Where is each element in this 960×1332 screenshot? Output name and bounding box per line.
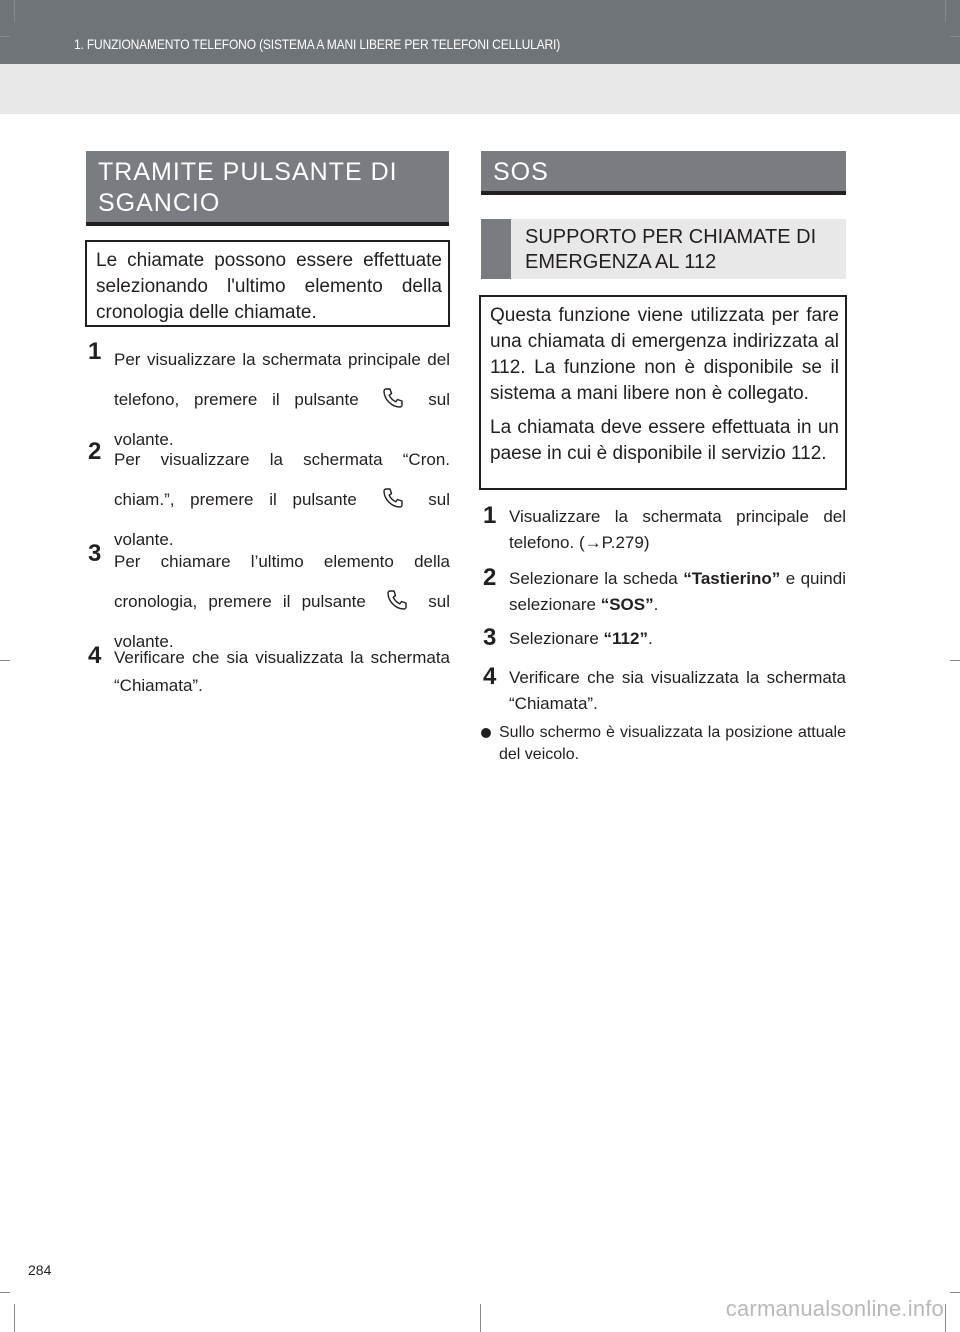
- step-text-after: .: [653, 595, 659, 614]
- step-text-before: Per chiamare l’ultimo elemento della cronologia, premere il pulsante: [114, 552, 450, 611]
- step-3-right: [483, 626, 846, 652]
- bullet-icon: [481, 728, 491, 738]
- page-header: [0, 0, 960, 114]
- phone-handset-icon: [381, 486, 405, 510]
- step-number: 3: [88, 540, 102, 567]
- crop-mark: [945, 1304, 946, 1332]
- step-text-bold: “112”: [603, 629, 648, 648]
- intro-box-right: [479, 295, 847, 490]
- phone-handset-icon: [381, 386, 405, 410]
- crop-mark: [945, 0, 946, 22]
- subsection-accent-bar: [481, 219, 511, 279]
- section-title-line2: SGANCIO: [98, 189, 221, 217]
- step-text-middle: e quindi selezionare: [509, 569, 846, 614]
- watermark: carmanualsonline.info: [725, 1296, 944, 1321]
- step-text-before: Per visualizzare la schermata principale del telefono, premere il pulsante: [114, 350, 450, 409]
- step-2-right: [483, 566, 846, 618]
- crop-mark: [14, 0, 15, 22]
- crop-mark: [950, 36, 960, 37]
- intro-paragraph-1: Questa funzione viene utilizzata per fare una chiamata di emergenza indirizzata al 112. La funzione non è disponibile se il sistema a mani libere non è collegato.: [490, 305, 839, 404]
- step-text-bold: “SOS”: [600, 595, 654, 614]
- step-text-after: sul volante.: [114, 390, 450, 449]
- step-text-before: Selezionare: [509, 629, 599, 648]
- crop-mark: [950, 1292, 960, 1293]
- step-text: [509, 626, 653, 652]
- step-text-after: sul volante.: [114, 490, 450, 549]
- step-number: 3: [483, 624, 497, 651]
- step-text: [509, 566, 846, 618]
- step-text: Visualizzare la schermata principale del telefono. (→P.279): [509, 507, 846, 552]
- step-text-before: Selezionare la scheda: [509, 569, 678, 588]
- step-number: 1: [483, 502, 497, 529]
- step-text-after: .: [647, 629, 653, 648]
- step-text-after: sul volante.: [114, 592, 451, 651]
- step-1-right: [483, 504, 846, 556]
- section-title-sos: [481, 151, 846, 195]
- step-text-bold: “Tastierino”: [683, 569, 781, 588]
- crop-mark: [0, 1292, 10, 1293]
- header-title: 1. FUNZIONAMENTO TELEFONO (SISTEMA A MANI LIBERE PER TELEFONI CELLULARI): [74, 36, 561, 52]
- intro-text: Le chiamate possono essere effettuate selezionando l'ultimo elemento della cronologia delle chiamate.: [96, 250, 442, 323]
- step-number: 1: [88, 338, 102, 365]
- note-bullet: [481, 722, 846, 766]
- subsection-title: SUPPORTO PER CHIAMATE DI EMERGENZA AL 112: [525, 226, 817, 273]
- crop-mark: [0, 36, 10, 37]
- intro-box-left: [85, 240, 450, 327]
- section-title-sgancio: [86, 151, 449, 226]
- crop-mark: [480, 1304, 481, 1332]
- step-4-right: [483, 665, 846, 717]
- crop-mark: [0, 660, 10, 661]
- phone-handset-icon: [385, 588, 409, 612]
- section-title-line1: TRAMITE PULSANTE DI: [98, 158, 398, 186]
- step-text: Verificare che sia visualizzata la schermata “Chiamata”.: [114, 648, 450, 695]
- step-number: 2: [88, 438, 102, 465]
- step-number: 2: [483, 564, 497, 591]
- step-text: Verificare che sia visualizzata la schermata “Chiamata”.: [509, 668, 846, 713]
- step-number: 4: [483, 663, 497, 690]
- page-number: 284: [28, 1262, 52, 1278]
- step-number: 4: [88, 642, 102, 669]
- intro-paragraph-2: La chiamata deve essere effettuata in un paese in cui è disponibile il servizio 112.: [490, 417, 839, 464]
- header-band: [0, 0, 960, 64]
- crop-mark: [14, 1304, 15, 1332]
- step-4-left: [88, 644, 450, 700]
- note-text: Sullo schermo è visualizzata la posizione attuale del veicolo.: [499, 724, 846, 763]
- subsection-title-sos: [481, 219, 846, 279]
- step-text-before: Per visualizzare la schermata “Cron. chiam.”, premere il pulsante: [114, 450, 450, 509]
- section-title: SOS: [493, 158, 549, 186]
- crop-mark: [950, 660, 960, 661]
